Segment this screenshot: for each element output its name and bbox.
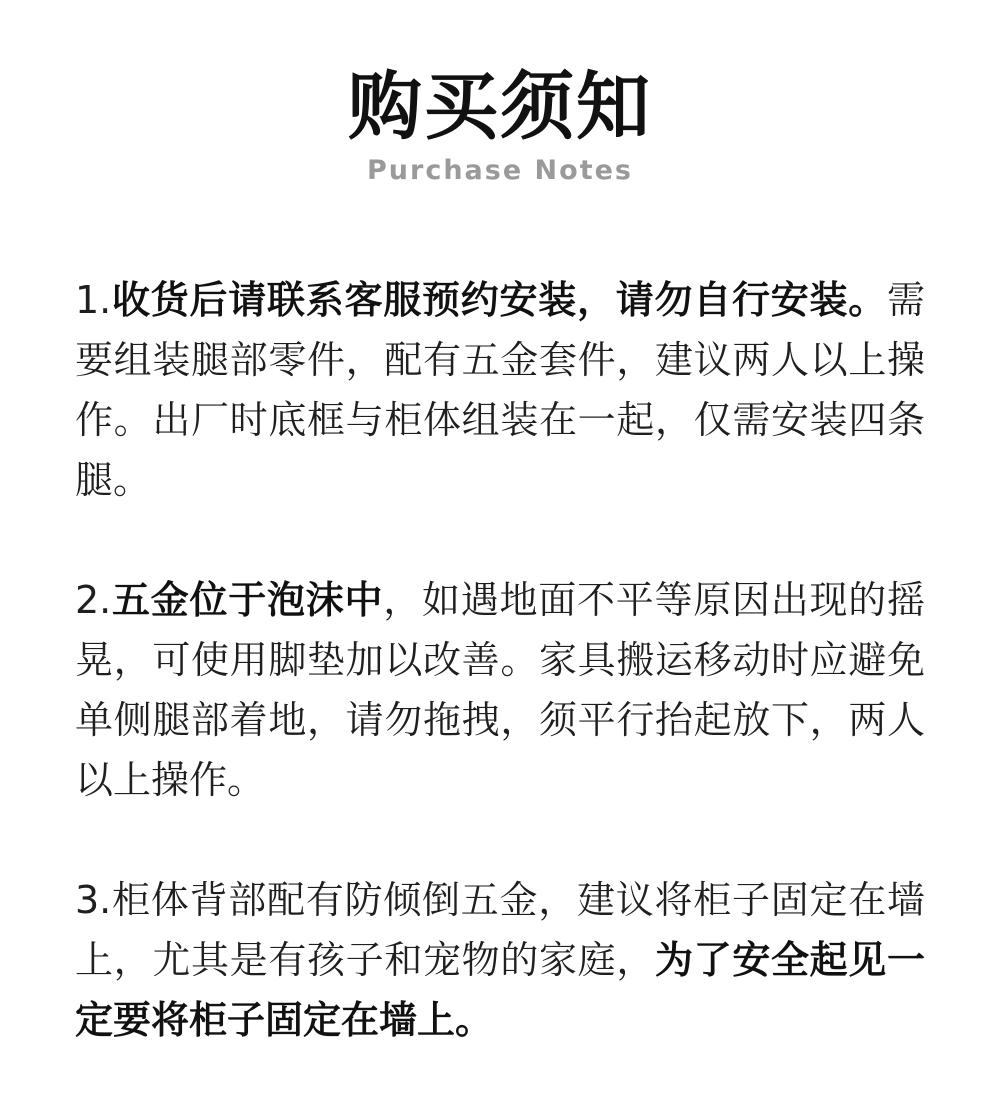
note-item-2 [75,570,925,810]
note-emphasis: 为了安全起见一定要将柜子固定在墙上。 [75,938,925,1042]
page-header [0,62,1000,188]
note-text: ，如遇地面不平等原因出现的摇晃，可使用脚垫加以改善。家具搬运移动时应避免单侧腿部着地，请勿拖拽，须平行抬起放下，两人以上操作。 [75,578,925,802]
note-item-1 [75,270,925,510]
note-number: 2. [75,578,112,622]
note-number: 3. [75,878,112,922]
note-item-3 [75,870,925,1050]
note-text: 柜体背部配有防倾倒五金，建议将柜子固定在墙上，尤其是有孩子和宠物的家庭， [75,878,925,982]
page-title: 购买须知 [348,64,652,150]
page-subtitle: Purchase Notes [367,155,633,186]
notes-list [75,270,925,1050]
note-number: 1. [75,278,112,322]
note-emphasis: 收货后请联系客服预约安装，请勿自行安装。 [111,278,887,322]
note-emphasis: 五金位于泡沫中 [111,578,384,622]
note-text: 需要组装腿部零件，配有五金套件，建议两人以上操作。出厂时底框与柜体组装在一起，仅需安装四条腿。 [75,278,925,502]
